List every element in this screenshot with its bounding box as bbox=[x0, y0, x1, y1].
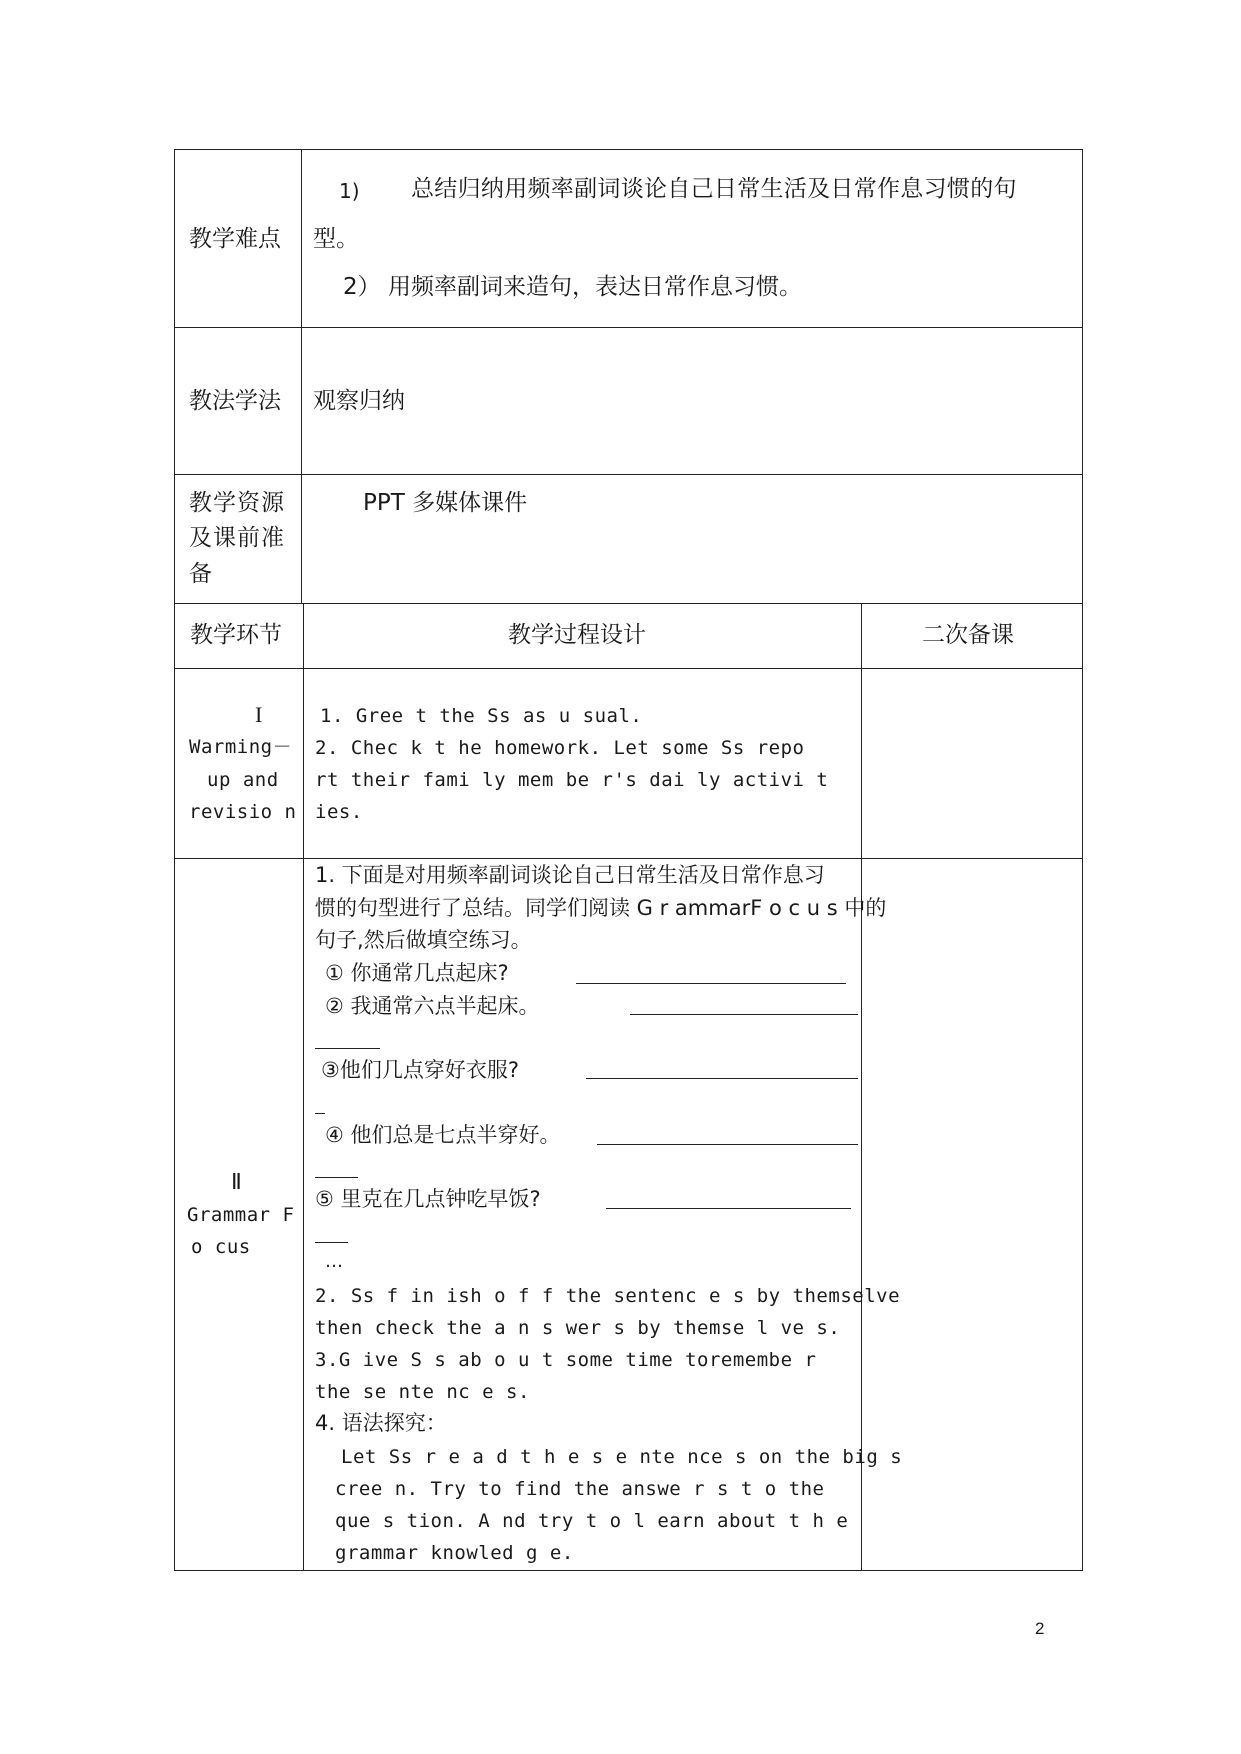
section-1-label-line: up and bbox=[207, 769, 279, 791]
fill-item-4: ④ 他们总是七点半穿好。 bbox=[325, 1123, 561, 1147]
row-divider bbox=[174, 858, 1083, 859]
explore-text-line: que s tion. A nd try t o l earn about t h e bbox=[335, 1510, 849, 1532]
answer-blank-continuation[interactable] bbox=[315, 1113, 325, 1114]
column-divider bbox=[301, 149, 302, 604]
fill-item-1: ① 你通常几点起床? bbox=[325, 961, 509, 985]
section-2-label-line: Grammar F bbox=[187, 1204, 295, 1226]
resources-text: PPT 多媒体课件 bbox=[363, 490, 528, 516]
column-divider bbox=[303, 603, 304, 1571]
fill-item-2: ② 我通常六点半起床。 bbox=[325, 994, 540, 1018]
process-header-design: 教学过程设计 bbox=[508, 622, 646, 648]
table-border-bottom bbox=[174, 1570, 1083, 1571]
difficulty-label: 教学难点 bbox=[189, 226, 281, 252]
fill-item-3: ③他们几点穿好衣服? bbox=[321, 1058, 519, 1082]
section-1-label-line: revisio n bbox=[189, 801, 297, 823]
table-border-right bbox=[1082, 149, 1083, 1571]
explore-text-line: cree n. Try to find the answe r s t o the bbox=[335, 1478, 825, 1500]
section-1-text-line: rt their fami ly mem be r's dai ly activi t bbox=[315, 769, 829, 791]
section-2-intro-line: 惯的句型进行了总结。同学们阅读 G r ammarF o c u s 中的 bbox=[315, 896, 887, 920]
ellipsis: … bbox=[325, 1251, 343, 1272]
resources-label-line-3: 备 bbox=[189, 561, 212, 587]
section-2-text-line: the se nte nc e s. bbox=[315, 1381, 530, 1403]
resources-label-line-2: 及课前准 bbox=[189, 525, 285, 551]
explore-text-line: Let Ss r e a d t h e s e nte nce s on the big s bbox=[341, 1446, 903, 1468]
table-border-top bbox=[174, 149, 1083, 150]
answer-blank[interactable] bbox=[630, 1014, 858, 1015]
answer-blank[interactable] bbox=[586, 1078, 858, 1079]
section-2-intro-line: 句子,然后做填空练习。 bbox=[315, 928, 532, 952]
process-header-stage: 教学环节 bbox=[190, 622, 282, 648]
row-divider bbox=[174, 668, 1083, 669]
table-border-left bbox=[174, 149, 175, 1571]
fill-item-5: ⑤ 里克在几点钟吃早饭? bbox=[315, 1187, 541, 1211]
row-divider bbox=[174, 327, 1083, 328]
row-divider bbox=[174, 603, 1083, 604]
answer-blank[interactable] bbox=[606, 1208, 851, 1209]
section-1-text-line: ies. bbox=[315, 801, 363, 823]
process-header-revision: 二次备课 bbox=[922, 622, 1014, 648]
resources-label-line-1: 教学资源 bbox=[189, 490, 285, 516]
column-divider bbox=[861, 603, 862, 1571]
section-2-label-line: o cus bbox=[191, 1236, 251, 1258]
section-1-text-line: 2. Chec k t he homework. Let some Ss repo bbox=[315, 737, 805, 759]
section-1-text-line: 1. Gree t the Ss as u sual. bbox=[320, 705, 643, 727]
difficulty-item-1-text: 总结归纳用频率副词谈论自己日常生活及日常作息习惯的句 bbox=[411, 176, 1017, 202]
section-1-label-line: Warming－ bbox=[189, 736, 293, 758]
section-2-text-line: 4. 语法探究： bbox=[315, 1411, 447, 1435]
section-2-text-line: 2. Ss f in ish o f f the sentenc e s by themselve bbox=[315, 1285, 901, 1307]
page-number: 2 bbox=[1035, 1619, 1045, 1638]
difficulty-item-1-continuation: 型。 bbox=[313, 226, 359, 252]
answer-blank-continuation[interactable] bbox=[315, 1177, 358, 1178]
explore-text-line: grammar knowled g e. bbox=[335, 1542, 574, 1564]
row-divider bbox=[174, 474, 1083, 475]
difficulty-item-1-number: 1) bbox=[339, 179, 360, 203]
section-2-text-line: then check the a n s wer s by themse l ve s. bbox=[315, 1317, 841, 1339]
answer-blank-continuation[interactable] bbox=[315, 1048, 380, 1049]
section-2-numeral: Ⅱ bbox=[231, 1169, 242, 1194]
answer-blank[interactable] bbox=[597, 1144, 858, 1145]
section-2-intro-line: 1. 下面是对用频率副词谈论自己日常生活及日常作息习 bbox=[315, 863, 825, 887]
difficulty-item-2-text: 2） 用频率副词来造句，表达日常作息习惯。 bbox=[343, 274, 802, 300]
method-label: 教法学法 bbox=[189, 388, 281, 414]
section-1-numeral: I bbox=[255, 702, 263, 727]
answer-blank[interactable] bbox=[576, 983, 846, 984]
section-2-text-line: 3.G ive S s ab o u t some time toremembe r bbox=[315, 1349, 817, 1371]
answer-blank-continuation[interactable] bbox=[315, 1242, 348, 1243]
method-text: 观察归纳 bbox=[313, 388, 405, 414]
